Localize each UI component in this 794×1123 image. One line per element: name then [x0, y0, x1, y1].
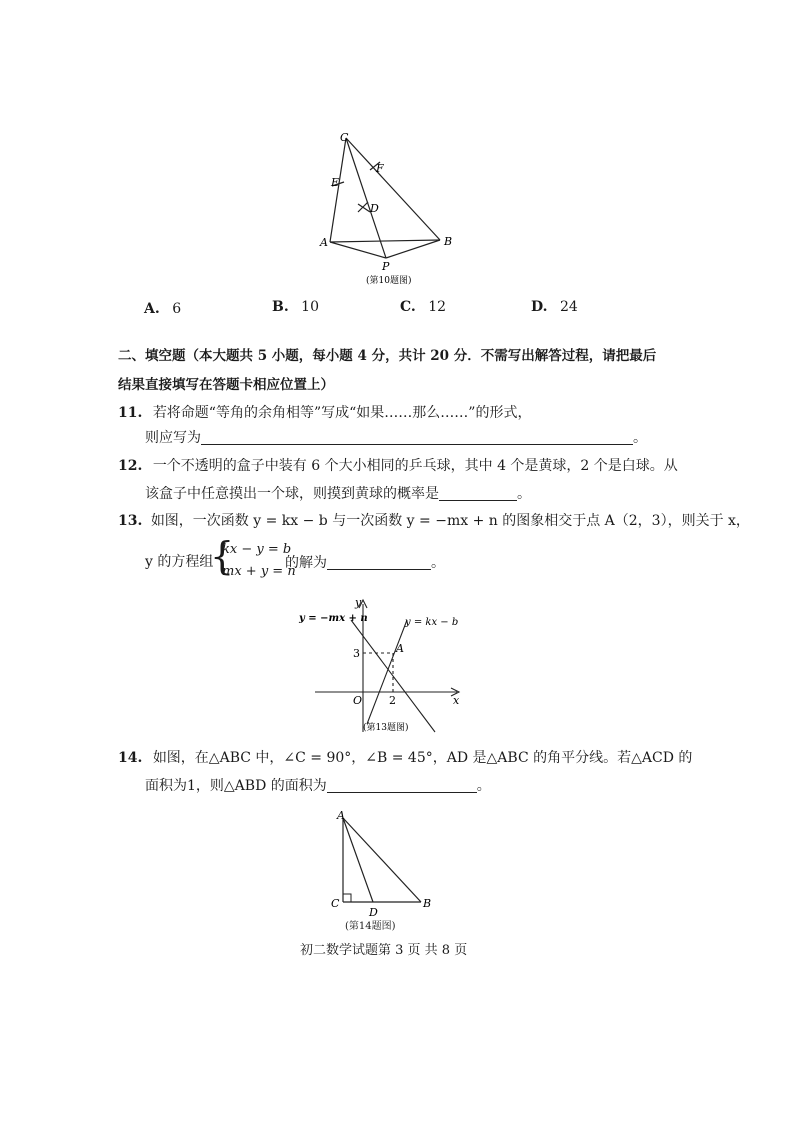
answer-blank-14[interactable]	[327, 778, 477, 793]
option-letter: A.	[144, 301, 160, 317]
option-letter: D.	[531, 299, 548, 315]
label-c: C	[331, 897, 340, 910]
page-footer: 初二数学试题第 3 页 共 8 页	[300, 943, 468, 958]
question-12-answer-line	[145, 486, 531, 501]
line-kx-minus-b	[367, 620, 407, 724]
question-14-line2: 面积为1，则△ABD 的面积为	[145, 778, 327, 794]
line1-label: y = −mx + n	[299, 613, 368, 624]
figure-14-caption: (第14题图)	[345, 921, 396, 932]
arc-mark-d2	[358, 202, 368, 212]
question-13-line1: 如图，一次函数 y = kx − b 与一次函数 y = −mx + n 的图象相交于点 A（2，3），则关于 x，	[150, 513, 750, 529]
segment-cp	[346, 138, 386, 258]
segment-bp	[386, 240, 440, 258]
figure-14	[325, 806, 445, 926]
question-14-line1: 如图，在△ABC 中，∠C = 90°，∠B = 45°，AD 是△ABC 的角平分线。若△ACD 的	[152, 750, 693, 766]
label-p: P	[382, 260, 390, 273]
label-e: E	[331, 176, 340, 189]
figure-13-graph	[295, 592, 475, 742]
question-number: 13.	[118, 513, 143, 529]
question-11-answer-line	[145, 430, 647, 445]
right-angle-mark	[343, 894, 351, 902]
question-14-answer-line	[145, 778, 491, 793]
option-letter: C.	[400, 299, 416, 315]
label-d: D	[369, 906, 378, 919]
equation-brace: {	[210, 534, 235, 578]
question-number: 14.	[118, 750, 143, 766]
section-2-heading-line1: 二、填空题（本大题共 5 小题，每小题 4 分，共计 20 分．不需写出解答过程，请把最后	[118, 348, 657, 364]
option-value: 6	[172, 301, 182, 317]
label-f: F	[376, 162, 384, 175]
period: 。	[476, 778, 491, 794]
label-d: D	[370, 202, 379, 215]
label-c: C	[340, 131, 349, 144]
figure-10-diagram	[310, 128, 480, 288]
figure-14-diagram	[325, 806, 445, 926]
label-b: B	[444, 235, 453, 248]
question-11-line1: 若将命题“等角的余角相等”写成“如果……那么……”的形式，	[152, 405, 532, 421]
question-12	[118, 459, 678, 473]
label-a: A	[320, 236, 328, 249]
segment-ap	[330, 242, 386, 258]
x-label: x	[453, 694, 460, 707]
segment-ca	[330, 138, 346, 242]
question-11	[118, 406, 531, 420]
option-value: 24	[559, 299, 578, 315]
segment-ad	[343, 818, 373, 902]
tick-3: 3	[353, 647, 360, 660]
question-number: 11.	[118, 405, 143, 421]
label-b: B	[423, 897, 432, 910]
period: 。	[633, 430, 647, 446]
origin-label: O	[353, 694, 363, 707]
tick-2: 2	[389, 694, 396, 707]
answer-blank-11[interactable]	[201, 430, 633, 445]
y-label: y	[355, 596, 362, 609]
segment-ab	[330, 240, 440, 242]
section-2-heading-line2: 结果直接填写在答题卡相应位置上）	[118, 377, 334, 393]
option-a	[144, 302, 181, 316]
question-13-line2-pre: y 的方程组	[145, 554, 214, 570]
option-c	[400, 300, 446, 314]
period: 。	[517, 486, 531, 502]
equation-1: kx − y = b	[222, 542, 292, 557]
question-number: 12.	[118, 458, 143, 474]
question-13-answer-line	[285, 555, 445, 570]
line2-label: y = kx − b	[405, 617, 459, 628]
figure-10	[310, 128, 480, 288]
figure-13	[295, 592, 475, 742]
segment-cb	[346, 138, 440, 240]
segment-ab	[343, 818, 421, 902]
line-neg-mx-plus-n	[351, 620, 435, 732]
equation-2: mx + y = n	[222, 564, 296, 579]
option-value: 10	[301, 299, 319, 315]
point-a-label: A	[396, 642, 404, 655]
option-letter: B.	[272, 299, 289, 315]
answer-blank-12[interactable]	[439, 486, 517, 501]
question-13-line2-post: 的解为	[285, 555, 327, 571]
figure-10-caption: (第10题图)	[366, 276, 412, 286]
option-b	[272, 300, 319, 314]
answer-blank-13[interactable]	[327, 555, 431, 570]
figure-13-caption: (第13题图)	[363, 723, 409, 733]
question-13	[118, 514, 750, 528]
question-12-line1: 一个不透明的盒子中装有 6 个大小相同的乒乓球，其中 4 个是黄球，2 个是白球。从	[152, 458, 678, 474]
question-11-line2: 则应写为	[145, 430, 201, 446]
option-value: 12	[428, 299, 447, 315]
option-d	[531, 300, 578, 314]
question-14	[118, 751, 692, 765]
label-a: A	[337, 809, 345, 822]
question-12-line2: 该盒子中任意摸出一个球，则摸到黄球的概率是	[145, 486, 439, 502]
period: 。	[431, 555, 445, 571]
